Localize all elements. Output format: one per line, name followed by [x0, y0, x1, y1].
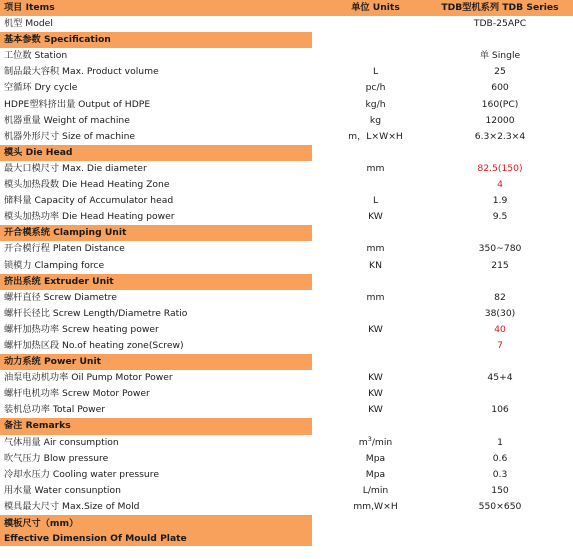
table-row: [0, 386, 573, 402]
row-label: 开合模行程 Platen Distance: [4, 243, 125, 255]
table-row: [0, 97, 573, 113]
row-label: 气体用量 Air consumption: [4, 436, 119, 448]
row-value: 25: [494, 66, 506, 78]
row-value: 82: [494, 291, 506, 303]
table-row: [0, 402, 573, 418]
row-value: 600: [491, 82, 509, 94]
table-row: [0, 129, 573, 145]
row-label: 装机总功率 Total Power: [4, 404, 106, 416]
section-header-row: [0, 145, 573, 161]
row-label: 模头加热功率 Die Head Heating power: [4, 211, 175, 223]
row-label: 储料量 Capacity of Accumulator head: [4, 195, 174, 207]
table-body: [0, 16, 573, 515]
row-value: 6.3×2.3×4: [474, 130, 526, 142]
section-title: 模头 Die Head: [0, 145, 312, 161]
row-value: 40: [494, 323, 506, 335]
footer-unit: [312, 515, 439, 546]
section-title: 挤出系统 Extruder Unit: [0, 274, 312, 290]
table-row: [0, 209, 573, 225]
row-label: 用水量 Water consunption: [4, 484, 121, 496]
row-value: 1: [497, 436, 503, 448]
row-unit: mm: [366, 291, 385, 303]
row-unit: KW: [368, 323, 383, 335]
footer-line1: 模板尺寸（mm）: [4, 518, 79, 529]
table-row: [0, 322, 573, 338]
unit-sup: 3: [367, 434, 372, 443]
row-label: 螺杆电机功率 Screw Motor Power: [4, 388, 150, 400]
row-value: 0.6: [492, 452, 508, 464]
row-unit: KW: [368, 404, 383, 416]
footer-value: [439, 515, 561, 546]
row-value: 0.3: [492, 468, 508, 480]
section-header-row: [0, 354, 573, 370]
table-row: [0, 499, 573, 515]
row-value: 106: [491, 404, 509, 416]
row-label: 螺杆长径比 Screw Length/Diametre Ratio: [4, 307, 188, 319]
row-unit: mm: [366, 162, 385, 174]
section-header-row: [0, 418, 573, 434]
row-value: 7: [497, 339, 503, 351]
row-unit: m，L×W×H: [348, 130, 403, 142]
row-label: 机器外形尺寸 Size of machine: [4, 130, 136, 142]
table-row: [0, 435, 573, 451]
row-label: 螺杆直径 Screw Diametre: [4, 291, 117, 303]
row-unit: pc/h: [365, 82, 386, 94]
row-unit: kg/h: [365, 98, 386, 110]
row-unit: [312, 435, 439, 451]
row-label: 工位数 Station: [4, 50, 68, 62]
row-unit: KW: [368, 211, 383, 223]
row-unit: KW: [368, 388, 383, 400]
table-row: [0, 113, 573, 129]
row-value: 215: [491, 259, 509, 271]
table-row: [0, 338, 573, 354]
row-value: 150: [491, 484, 509, 496]
row-label: 机型 Model: [4, 18, 53, 30]
footer-row: [0, 515, 573, 546]
row-label: 吹气压力 Blow pressure: [4, 452, 109, 464]
table-row: [0, 80, 573, 96]
row-value: 单 Single: [479, 50, 521, 62]
row-unit: KW: [368, 372, 383, 384]
row-label: 模头加热段数 Die Head Heating Zone: [4, 179, 170, 191]
row-unit: Mpa: [365, 468, 386, 480]
row-label: 冷却水压力 Cooling water pressure: [4, 468, 159, 480]
row-label: 制品最大容积 Max. Product volume: [4, 66, 159, 78]
row-label: 螺杆加热功率 Screw heating power: [4, 323, 159, 335]
section-title: 基本参数 Specification: [0, 32, 312, 48]
unit-base: m: [358, 436, 368, 448]
row-value: 4: [497, 179, 503, 191]
table-row: [0, 161, 573, 177]
table-row: [0, 48, 573, 64]
table-row: [0, 290, 573, 306]
section-title: 动力系统 Power Unit: [0, 354, 312, 370]
table-row: [0, 258, 573, 274]
row-label: 机器重量 Weight of machine: [4, 114, 130, 126]
table-row: [0, 370, 573, 386]
row-unit: kg: [369, 114, 382, 126]
row-value: 1.9: [492, 195, 508, 207]
row-unit: mm,W×H: [353, 500, 398, 512]
header-items: 项目 Items: [0, 0, 312, 16]
row-label: 模具最大尺寸 Max.Size of Mold: [4, 500, 140, 512]
row-label: 空循环 Dry cycle: [4, 82, 78, 94]
row-label: 螺杆加热区段 No.of heating zone(Screw): [4, 339, 184, 351]
section-header-row: [0, 32, 573, 48]
row-value: 82.5(150): [477, 162, 523, 174]
table-row: [0, 241, 573, 257]
row-unit: L/min: [362, 484, 389, 496]
row-value: 45+4: [487, 372, 513, 384]
header-units: 单位 Units: [351, 2, 400, 13]
table-row: [0, 467, 573, 483]
table-header: [0, 0, 573, 16]
row-label: HDPE塑料挤出量 Output of HDPE: [4, 98, 151, 110]
table-row: [0, 177, 573, 193]
row-unit: L: [372, 195, 379, 207]
table-row: [0, 193, 573, 209]
row-value: 38(30): [484, 307, 516, 319]
table-row: [0, 306, 573, 322]
row-unit: mm: [366, 243, 385, 255]
unit-tail: /min: [371, 436, 393, 448]
row-label: 锁模力 Clamping force: [4, 259, 105, 271]
row-unit: KN: [369, 259, 382, 271]
row-value: 9.5: [492, 211, 508, 223]
table-row: [0, 451, 573, 467]
row-label: 油泵电动机功率 Oil Pump Motor Power: [4, 372, 173, 384]
row-value: 12000: [485, 114, 515, 126]
row-label: 最大口模尺寸 Max. Die diameter: [4, 162, 147, 174]
header-series: TDB型机系列 TDB Series: [441, 2, 559, 13]
section-title: 备注 Remarks: [0, 418, 312, 434]
row-unit: L: [372, 66, 379, 78]
section-header-row: [0, 225, 573, 241]
row-value: 160(PC): [481, 98, 519, 110]
footer-label: [0, 515, 312, 546]
row-unit: Mpa: [365, 452, 386, 464]
row-value: TDB-25APC: [473, 18, 527, 30]
table-row: [0, 16, 573, 32]
table-row: [0, 483, 573, 499]
table-row: [0, 64, 573, 80]
section-header-row: [0, 274, 573, 290]
row-value: 550×650: [478, 500, 522, 512]
section-title: 开合模系统 Clamping Unit: [0, 225, 312, 241]
row-value: 350~780: [478, 243, 522, 255]
footer-line2: Effective Dimension Of Mould Plate: [4, 533, 187, 544]
